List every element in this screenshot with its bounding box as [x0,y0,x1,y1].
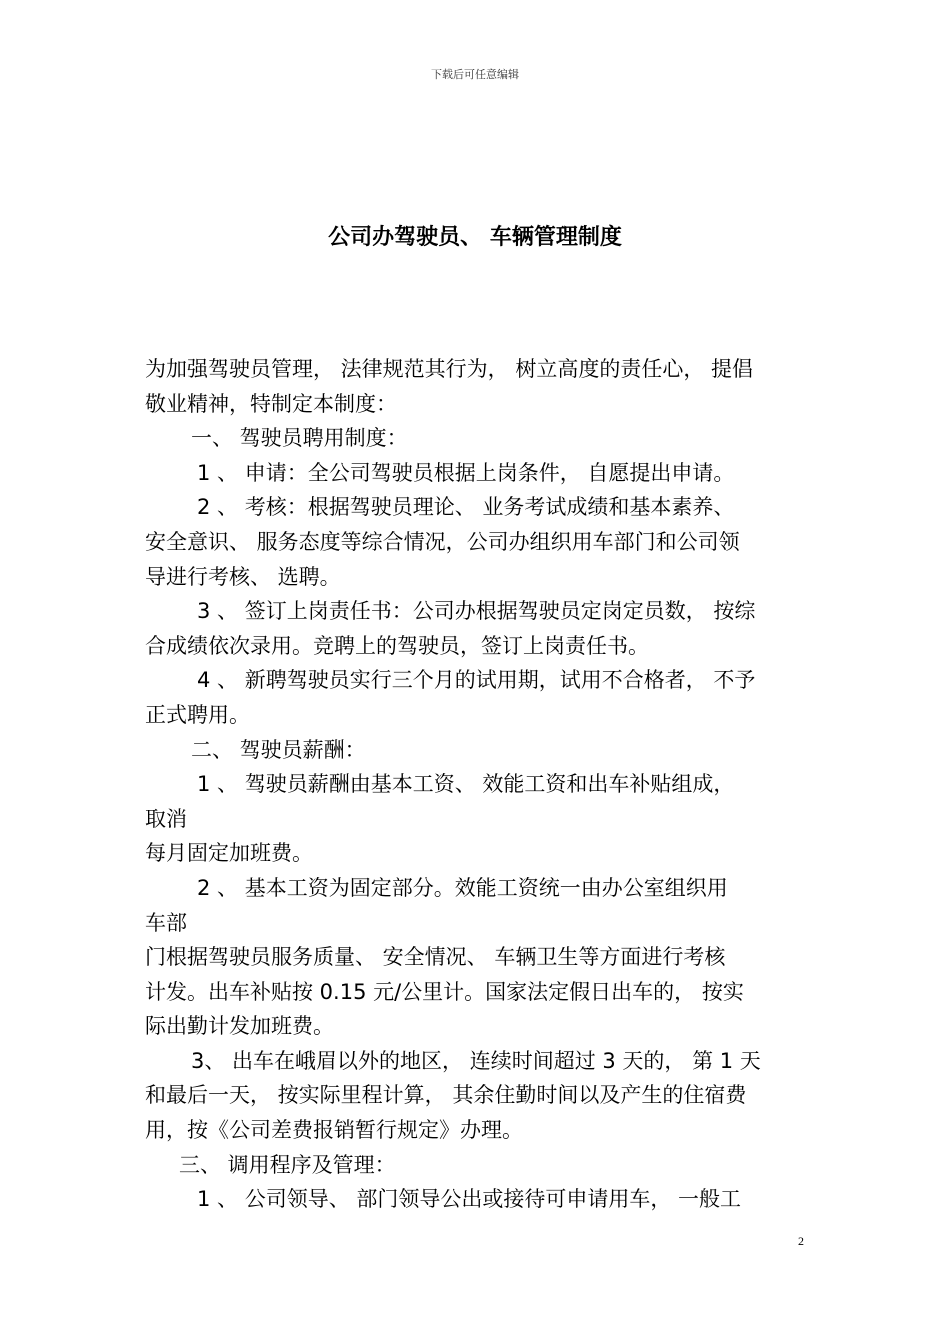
text-line: 三、 调用程序及管理： [179,1152,396,1177]
text-line: 3、 出车在峨眉以外的地区， 连续时间超过 3 天的， 第 1 天 [191,1048,761,1073]
page-number: 2 [798,1234,804,1248]
text-line: 为加强驾驶员管理， 法律规范其行为， 树立高度的责任心， 提倡 [145,357,754,381]
text-line: 2 、 基本工资为固定部分。效能工资统一由办公室组织用 [197,875,728,900]
text-line: 每月固定加班费。 [145,841,313,866]
text-line: 敬业精神，特制定本制度： [145,391,397,416]
text-line: 正式聘用。 [145,702,250,727]
text-line: 安全意识、 服务态度等综合情况，公司办组织用车部门和公司领 [145,529,740,554]
text-line: 1 、 公司领导、 部门领导公出或接待可申请用车， 一般工 [197,1187,742,1212]
text-line: 计发。出车补贴按 0.15 元/公里计。国家法定假日出车的， 按实 [145,979,744,1004]
text-line: 取消 [145,806,187,831]
text-line: 和最后一天， 按实际里程计算， 其余住勤时间以及产生的住宿费 [145,1083,747,1108]
text-line: 二、 驾驶员薪酬： [191,737,366,762]
text-line: 用，按《公司差费报销暂行规定》办理。 [145,1118,523,1143]
document-title: 公司办驾驶员、 车辆管理制度 [328,225,622,250]
text-line: 合成绩依次录用。竞聘上的驾驶员，签订上岗责任书。 [145,633,649,658]
text-line: 一、 驾驶员聘用制度： [191,426,408,451]
text-line: 2 、 考核：根据驾驶员理论、 业务考试成绩和基本素养、 [197,495,735,520]
text-line: 车部 [145,910,187,935]
header-note: 下载后可任意编辑 [431,68,519,81]
text-line: 4 、 新聘驾驶员实行三个月的试用期，试用不合格者， 不予 [197,668,756,693]
document-body [145,352,815,1217]
text-line: 1 、 申请：全公司驾驶员根据上岗条件， 自愿提出申请。 [197,460,735,485]
text-line: 1 、 驾驶员薪酬由基本工资、 效能工资和出车补贴组成， [197,772,735,797]
text-line: 门根据驾驶员服务质量、 安全情况、 车辆卫生等方面进行考核 [145,945,726,970]
text-line: 际出勤计发加班费。 [145,1014,334,1039]
text-line: 导进行考核、 选聘。 [145,564,341,589]
text-line: 3 、 签订上岗责任书：公司办根据驾驶员定岗定员数， 按综 [197,599,756,624]
